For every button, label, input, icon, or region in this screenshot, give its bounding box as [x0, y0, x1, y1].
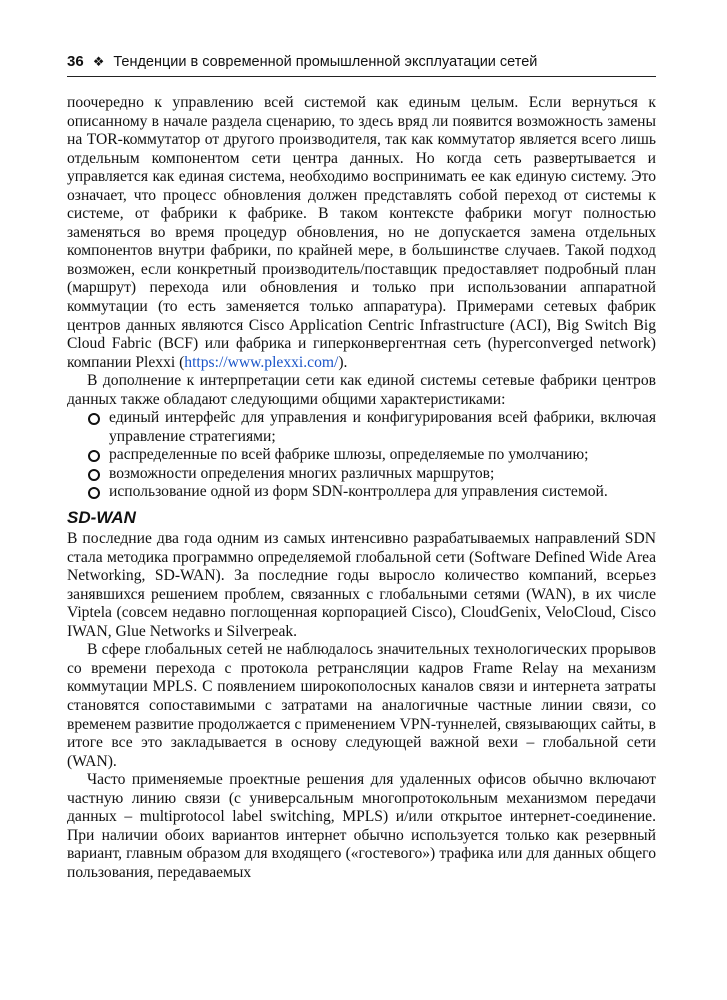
header-separator-icon: ❖ — [92, 54, 105, 69]
list-item-text: возможности определения многих различных маршрутов; — [109, 464, 495, 482]
page-number: 36 — [67, 53, 84, 70]
list-item — [67, 409, 656, 446]
list-item-text: распределенные по всей фабрике шлюзы, определяемые по умолчанию; — [109, 446, 589, 464]
list-item — [67, 465, 656, 484]
paragraph-characteristics-intro: В дополнение к интерпретации сети как единой системы сетевые фабрики центров данных также обладают следующими общими характеристиками: — [67, 372, 656, 408]
bullet-circle-icon — [88, 450, 100, 462]
paragraph-text: поочередно к управлению всей системой как единым целым. Если вернуться к описанному в начале раздела сценарию, то здесь вряд ли появится возможность замены на TOR-коммутатор от другого производителя, так как коммутатор является всего лишь отдельным компонентом сети центра данных. Но когда сеть развертывается и управляется как единая система, необходимо воспринимать ее как единую систему. Это означает, что процесс обновления должен представлять собой переход от системы к системе, от фабрики к фабрике. В таком контексте фабрики могут полностью заменяться во время процедур обновления, но не допускается замена отдельных компонентов внутри фабрики, по крайней мере, в большинстве случаев. Такой подход возможен, если конкретный производитель/поставщик предоставляет подробный план (маршрут) перехода или обновления и только при использовании аппаратной коммутации (то есть заменяется только аппаратура). Примерами сетевых фабрик центров данных являются Cisco Application Centric Infrastructure (ACI), Big Switch Big Cloud Fabric (BCF) или фабрика и гиперконвергентная сеть (hyperconverged network) компании Plexxi ( — [67, 94, 656, 371]
bullet-circle-icon — [88, 413, 100, 425]
chapter-title: Тенденции в современной промышленной эксплуатации сетей — [113, 54, 538, 70]
paragraph-end: ). — [338, 353, 348, 371]
section-heading-sd-wan: SD-WAN — [67, 508, 136, 528]
paragraph-remote-offices: Часто применяемые проектные решения для удаленных офисов обычно включают частную линию связи (с универсальным многопротокольным механизмом передачи данных – multiprotocol label switching, MPLS) и/или открытое интернет-соединение. При наличии обоих вариантов интернет обычно используется только как резервный вариант, главным образом для входящего («гостевого») трафика или для данных общего пользования, передаваемых — [67, 771, 656, 881]
bullet-circle-icon — [88, 469, 100, 481]
running-header — [67, 52, 656, 77]
paragraph-fabric-continuation — [67, 94, 656, 372]
plexxi-link[interactable]: https://www.plexxi.com/ — [184, 353, 339, 371]
list-item-text: использование одной из форм SDN-контроллера для управления системой. — [109, 483, 608, 501]
list-item — [67, 446, 656, 465]
paragraph-sdwan-intro: В последние два года одним из самых интенсивно разрабатываемых направлений SDN стала методика программно определяемой глобальной сети (Software Defined Wide Area Networking, SD-WAN). За последние годы выросло количество компаний, всерьез занявшихся решением проблем, связанных с глобальными сетями (WAN), в их числе Viptela (совсем недавно поглощенная корпорацией Cisco), CloudGenix, VeloCloud, Cisco IWAN, Glue Networks и Silverpeak. — [67, 530, 656, 640]
page-body — [67, 94, 656, 882]
list-item-text: единый интерфейс для управления и конфигурирования всей фабрики, включая управление стратегиями; — [109, 409, 656, 445]
list-item — [67, 483, 656, 502]
characteristics-list — [67, 409, 656, 502]
paragraph-wan-history: В сфере глобальных сетей не наблюдалось значительных технологических прорывов со времени перехода с протокола ретрансляции кадров Frame Relay на механизм коммутации MPLS. С появлением широкополосных каналов связи и интернета затраты становятся сопоставимыми с затратами на аналогичные частные линии связи, со временем развитие продолжается с применением VPN-туннелей, связывающих сайты, в итоге все это закладывается в основу следующей важной вехи – глобальной сети (WAN). — [67, 641, 656, 770]
bullet-circle-icon — [88, 487, 100, 499]
